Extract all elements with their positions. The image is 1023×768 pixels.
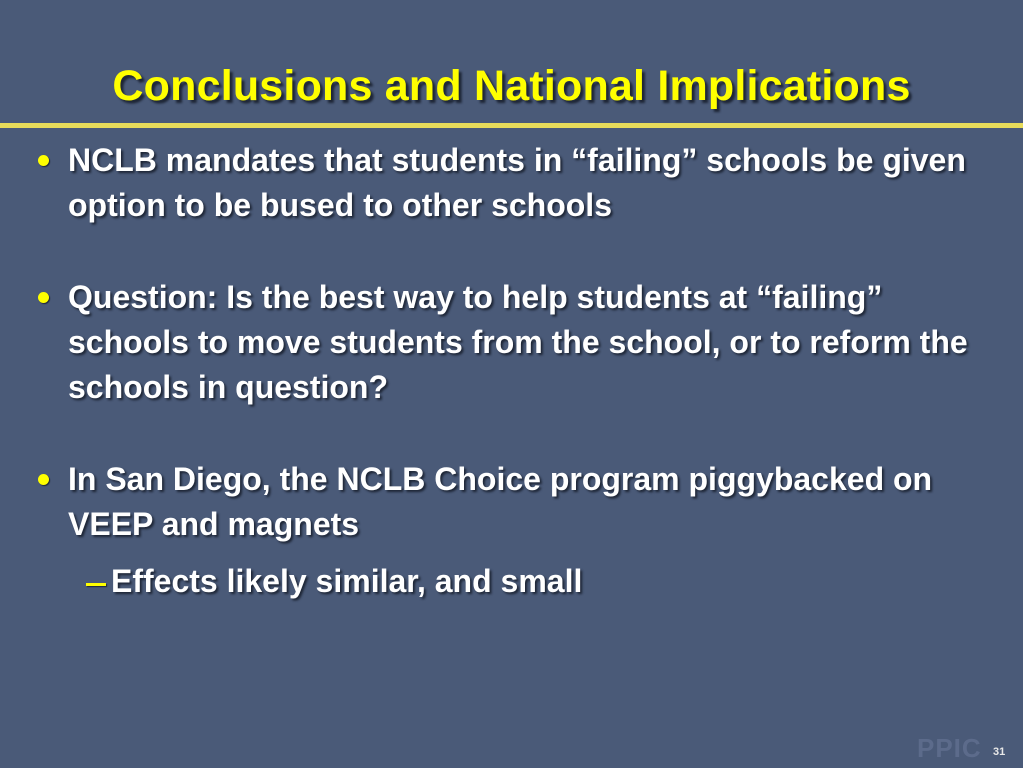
bullet-item-2 [38,275,998,410]
slide-body [38,138,998,604]
bullet-dot-icon [38,474,49,485]
bullet-item-3 [38,457,998,547]
bullet-text: Question: Is the best way to help students at “failing” schools to move students from the school, or to reform the schools in question? [68,279,968,405]
ppic-logo: PPIC [917,733,982,763]
bullet-text: NCLB mandates that students in “failing” schools be given option to be bused to other schools [68,142,966,223]
page-number: 31 [993,746,1006,758]
bullet-item-1 [38,138,998,228]
dash-icon [86,583,106,586]
sub-bullet-text: Effects likely similar, and small [111,563,583,599]
bullet-text: In San Diego, the NCLB Choice program piggybacked on VEEP and magnets [68,461,933,542]
bullet-dot-icon [38,155,49,166]
sub-bullet-item-1 [38,559,998,604]
slide-title: Conclusions and National Implications [112,62,911,110]
title-divider [0,123,1023,128]
bullet-dot-icon [38,292,49,303]
